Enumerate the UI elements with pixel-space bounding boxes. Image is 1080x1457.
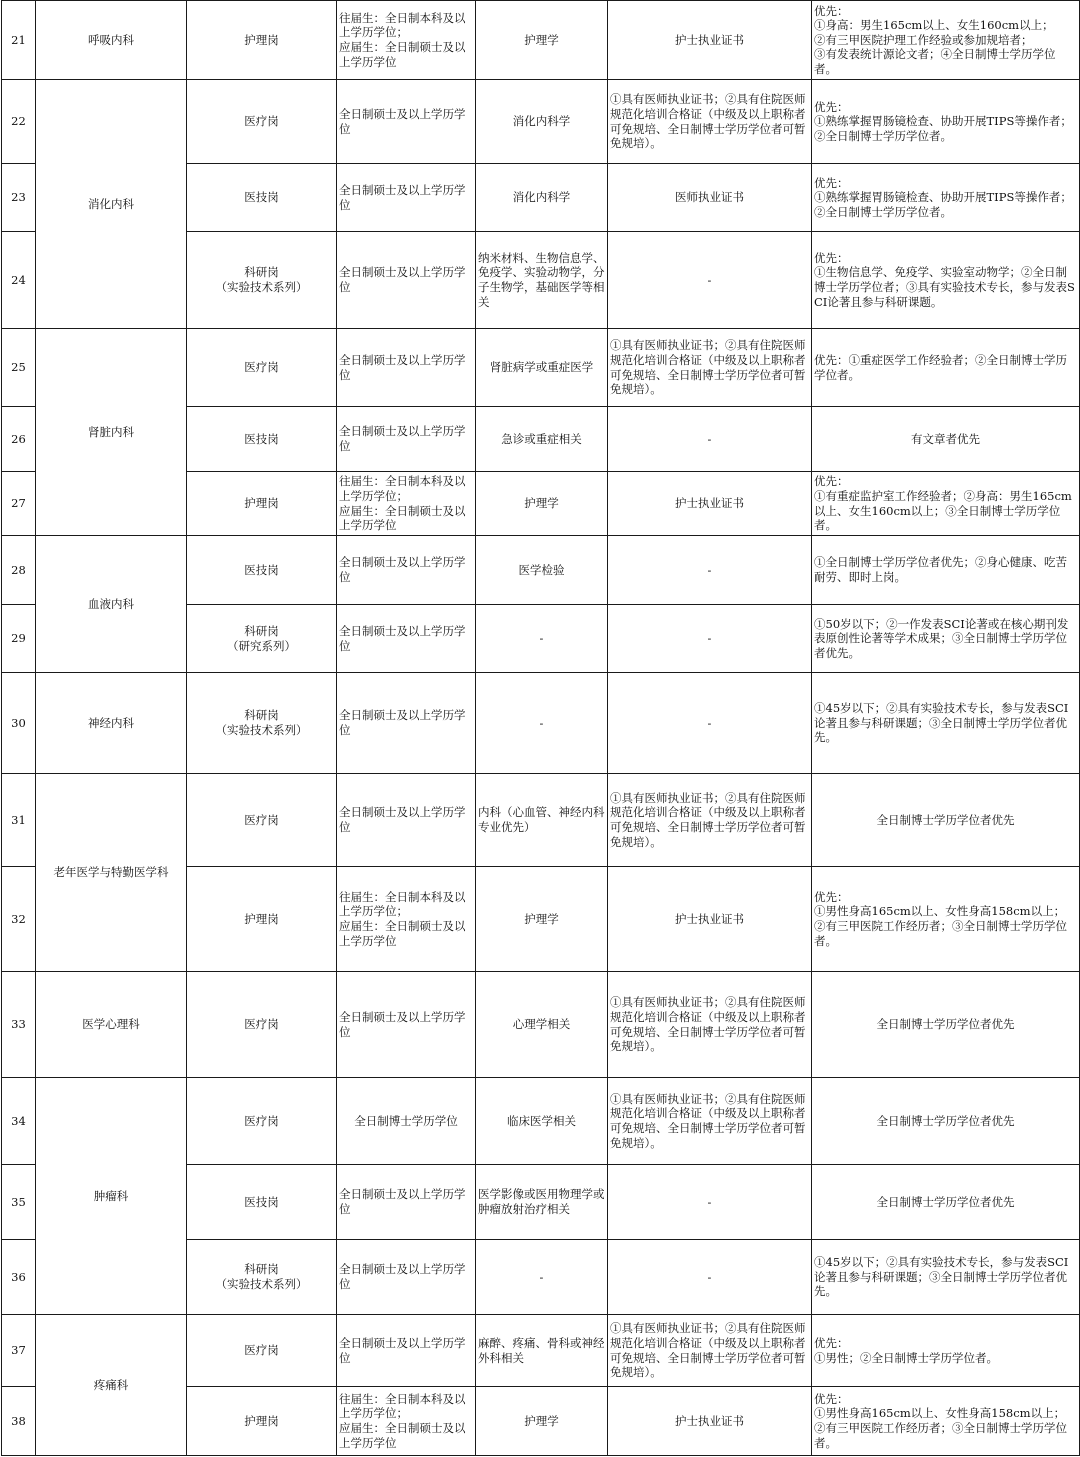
row-number: 21	[2, 1, 36, 80]
table-row	[2, 80, 1080, 164]
major-cell: -	[476, 1240, 608, 1315]
education-cell: 全日制硕士及以上学历学位	[337, 164, 476, 232]
education-cell: 全日制硕士及以上学历学位	[337, 1165, 476, 1240]
department-cell: 神经内科	[36, 673, 187, 774]
other-requirements-cell: 优先： ①熟练掌握胃肠镜检查、协助开展TIPS等操作者；②全日制博士学历学位者。	[812, 164, 1080, 232]
row-number: 37	[2, 1315, 36, 1387]
certificate-cell: 护士执业证书	[608, 472, 812, 536]
row-number: 22	[2, 80, 36, 164]
major-cell: 护理学	[476, 1387, 608, 1456]
table-row	[2, 972, 1080, 1078]
major-cell: 内科（心血管、神经内科专业优先）	[476, 774, 608, 867]
department-cell: 疼痛科	[36, 1315, 187, 1456]
major-cell: 纳米材料、生物信息学、免疫学、实验动物学，分子生物学，基础医学等相关	[476, 232, 608, 329]
row-number: 34	[2, 1078, 36, 1165]
row-number: 32	[2, 867, 36, 972]
post-type-cell: 科研岗 （实验技术系列）	[187, 1240, 337, 1315]
major-cell: 心理学相关	[476, 972, 608, 1078]
certificate-cell: -	[608, 407, 812, 472]
certificate-cell: -	[608, 605, 812, 673]
department-cell: 肿瘤科	[36, 1078, 187, 1315]
education-cell: 全日制硕士及以上学历学位	[337, 536, 476, 605]
post-type-cell: 护理岗	[187, 867, 337, 972]
major-cell: 护理学	[476, 867, 608, 972]
row-number: 35	[2, 1165, 36, 1240]
row-number: 30	[2, 673, 36, 774]
certificate-cell: 护士执业证书	[608, 867, 812, 972]
education-cell: 全日制硕士及以上学历学位	[337, 774, 476, 867]
row-number: 26	[2, 407, 36, 472]
certificate-cell: 医师执业证书	[608, 164, 812, 232]
major-cell: 麻醉、疼痛、骨科或神经外科相关	[476, 1315, 608, 1387]
table-row	[2, 673, 1080, 774]
other-requirements-cell: 优先：①重症医学工作经验者；②全日制博士学历学位者。	[812, 329, 1080, 407]
other-requirements-cell: 优先： ①身高：男生165cm以上、女生160cm以上； ②有三甲医院护理工作经验或参加规培者； ③有发表统计源论文者；④全日制博士学历学位者。	[812, 1, 1080, 80]
certificate-cell: ①具有医师执业证书；②具有住院医师规范化培训合格证（中级及以上职称者可免规培、全日制博士学历学位者可暂免规培）。	[608, 1315, 812, 1387]
education-cell: 全日制硕士及以上学历学位	[337, 1240, 476, 1315]
post-type-cell: 护理岗	[187, 472, 337, 536]
post-type-cell: 科研岗 （实验技术系列）	[187, 673, 337, 774]
other-requirements-cell: 优先： ①熟练掌握胃肠镜检查、协助开展TIPS等操作者；②全日制博士学历学位者。	[812, 80, 1080, 164]
certificate-cell: ①具有医师执业证书；②具有住院医师规范化培训合格证（中级及以上职称者可免规培、全日制博士学历学位者可暂免规培）。	[608, 329, 812, 407]
education-cell: 全日制硕士及以上学历学位	[337, 972, 476, 1078]
row-number: 28	[2, 536, 36, 605]
other-requirements-cell: ①45岁以下；②具有实验技术专长，参与发表SCI论著且参与科研课题；③全日制博士学历学位者优先。	[812, 673, 1080, 774]
other-requirements-cell: 全日制博士学历学位者优先	[812, 972, 1080, 1078]
department-cell: 肾脏内科	[36, 329, 187, 536]
major-cell: 急诊或重症相关	[476, 407, 608, 472]
post-type-cell: 护理岗	[187, 1, 337, 80]
major-cell: 消化内科学	[476, 80, 608, 164]
row-number: 33	[2, 972, 36, 1078]
department-cell: 消化内科	[36, 80, 187, 329]
certificate-cell: 护士执业证书	[608, 1387, 812, 1456]
post-type-cell: 科研岗 （研究系列）	[187, 605, 337, 673]
post-type-cell: 医疗岗	[187, 80, 337, 164]
education-cell: 全日制博士学历学位	[337, 1078, 476, 1165]
other-requirements-cell: 优先： ①生物信息学、免疫学、实验室动物学；②全日制博士学历学位者；③具有实验技术专长，参与发表SCI论著且参与科研课题。	[812, 232, 1080, 329]
education-cell: 全日制硕士及以上学历学位	[337, 232, 476, 329]
post-type-cell: 医疗岗	[187, 1315, 337, 1387]
education-cell: 往届生：全日制本科及以上学历学位； 应届生：全日制硕士及以上学历学位	[337, 1, 476, 80]
row-number: 38	[2, 1387, 36, 1456]
row-number: 36	[2, 1240, 36, 1315]
recruitment-table	[1, 0, 1080, 1456]
education-cell: 往届生：全日制本科及以上学历学位； 应届生：全日制硕士及以上学历学位	[337, 1387, 476, 1456]
major-cell: 护理学	[476, 472, 608, 536]
post-type-cell: 医技岗	[187, 164, 337, 232]
major-cell: 临床医学相关	[476, 1078, 608, 1165]
other-requirements-cell: 优先： ①男性；②全日制博士学历学位者。	[812, 1315, 1080, 1387]
certificate-cell: ①具有医师执业证书；②具有住院医师规范化培训合格证（中级及以上职称者可免规培、全日制博士学历学位者可暂免规培）。	[608, 80, 812, 164]
certificate-cell: ①具有医师执业证书；②具有住院医师规范化培训合格证（中级及以上职称者可免规培、全日制博士学历学位者可暂免规培）。	[608, 774, 812, 867]
post-type-cell: 医疗岗	[187, 329, 337, 407]
education-cell: 全日制硕士及以上学历学位	[337, 407, 476, 472]
post-type-cell: 医疗岗	[187, 774, 337, 867]
other-requirements-cell: 全日制博士学历学位者优先	[812, 1165, 1080, 1240]
post-type-cell: 医疗岗	[187, 1078, 337, 1165]
major-cell: -	[476, 673, 608, 774]
table-row	[2, 536, 1080, 605]
department-cell: 呼吸内科	[36, 1, 187, 80]
education-cell: 全日制硕士及以上学历学位	[337, 1315, 476, 1387]
other-requirements-cell: ①45岁以下；②具有实验技术专长，参与发表SCI论著且参与科研课题；③全日制博士学历学位者优先。	[812, 1240, 1080, 1315]
certificate-cell: -	[608, 232, 812, 329]
certificate-cell: -	[608, 673, 812, 774]
other-requirements-cell: 优先： ①男性身高165cm以上、女性身高158cm以上； ②有三甲医院工作经历者；③全日制博士学历学位者。	[812, 867, 1080, 972]
major-cell: -	[476, 605, 608, 673]
other-requirements-cell: 有文章者优先	[812, 407, 1080, 472]
major-cell: 医学影像或医用物理学或肿瘤放射治疗相关	[476, 1165, 608, 1240]
certificate-cell: ①具有医师执业证书；②具有住院医师规范化培训合格证（中级及以上职称者可免规培、全日制博士学历学位者可暂免规培）。	[608, 1078, 812, 1165]
row-number: 29	[2, 605, 36, 673]
major-cell: 消化内科学	[476, 164, 608, 232]
other-requirements-cell: 全日制博士学历学位者优先	[812, 774, 1080, 867]
row-number: 25	[2, 329, 36, 407]
row-number: 24	[2, 232, 36, 329]
post-type-cell: 医技岗	[187, 407, 337, 472]
other-requirements-cell: 优先： ①男性身高165cm以上、女性身高158cm以上； ②有三甲医院工作经历者；③全日制博士学历学位者。	[812, 1387, 1080, 1456]
education-cell: 全日制硕士及以上学历学位	[337, 329, 476, 407]
table-row	[2, 1078, 1080, 1165]
other-requirements-cell: ①50岁以下；②一作发表SCI论著或在核心期刊发表原创性论著等学术成果；③全日制博士学历学位者优先。	[812, 605, 1080, 673]
major-cell: 肾脏病学或重症医学	[476, 329, 608, 407]
post-type-cell: 医疗岗	[187, 972, 337, 1078]
department-cell: 血液内科	[36, 536, 187, 673]
other-requirements-cell: ①全日制博士学历学位者优先；②身心健康、吃苦耐劳、即时上岗。	[812, 536, 1080, 605]
other-requirements-cell: 优先： ①有重症监护室工作经验者；②身高：男生165cm以上、女生160cm以上；③全日制博士学历学位者。	[812, 472, 1080, 536]
table-row	[2, 1315, 1080, 1387]
education-cell: 全日制硕士及以上学历学位	[337, 605, 476, 673]
education-cell: 全日制硕士及以上学历学位	[337, 80, 476, 164]
certificate-cell: -	[608, 1165, 812, 1240]
department-cell: 医学心理科	[36, 972, 187, 1078]
post-type-cell: 医技岗	[187, 536, 337, 605]
education-cell: 往届生：全日制本科及以上学历学位； 应届生：全日制硕士及以上学历学位	[337, 867, 476, 972]
education-cell: 全日制硕士及以上学历学位	[337, 673, 476, 774]
department-cell: 老年医学与特勤医学科	[36, 774, 187, 972]
certificate-cell: 护士执业证书	[608, 1, 812, 80]
post-type-cell: 科研岗 （实验技术系列）	[187, 232, 337, 329]
certificate-cell: ①具有医师执业证书；②具有住院医师规范化培训合格证（中级及以上职称者可免规培、全日制博士学历学位者可暂免规培）。	[608, 972, 812, 1078]
certificate-cell: -	[608, 536, 812, 605]
row-number: 31	[2, 774, 36, 867]
table-row	[2, 774, 1080, 867]
row-number: 27	[2, 472, 36, 536]
major-cell: 医学检验	[476, 536, 608, 605]
post-type-cell: 医技岗	[187, 1165, 337, 1240]
other-requirements-cell: 全日制博士学历学位者优先	[812, 1078, 1080, 1165]
education-cell: 往届生：全日制本科及以上学历学位； 应届生：全日制硕士及以上学历学位	[337, 472, 476, 536]
table-row	[2, 1, 1080, 80]
major-cell: 护理学	[476, 1, 608, 80]
certificate-cell: -	[608, 1240, 812, 1315]
row-number: 23	[2, 164, 36, 232]
post-type-cell: 护理岗	[187, 1387, 337, 1456]
table-row	[2, 329, 1080, 407]
